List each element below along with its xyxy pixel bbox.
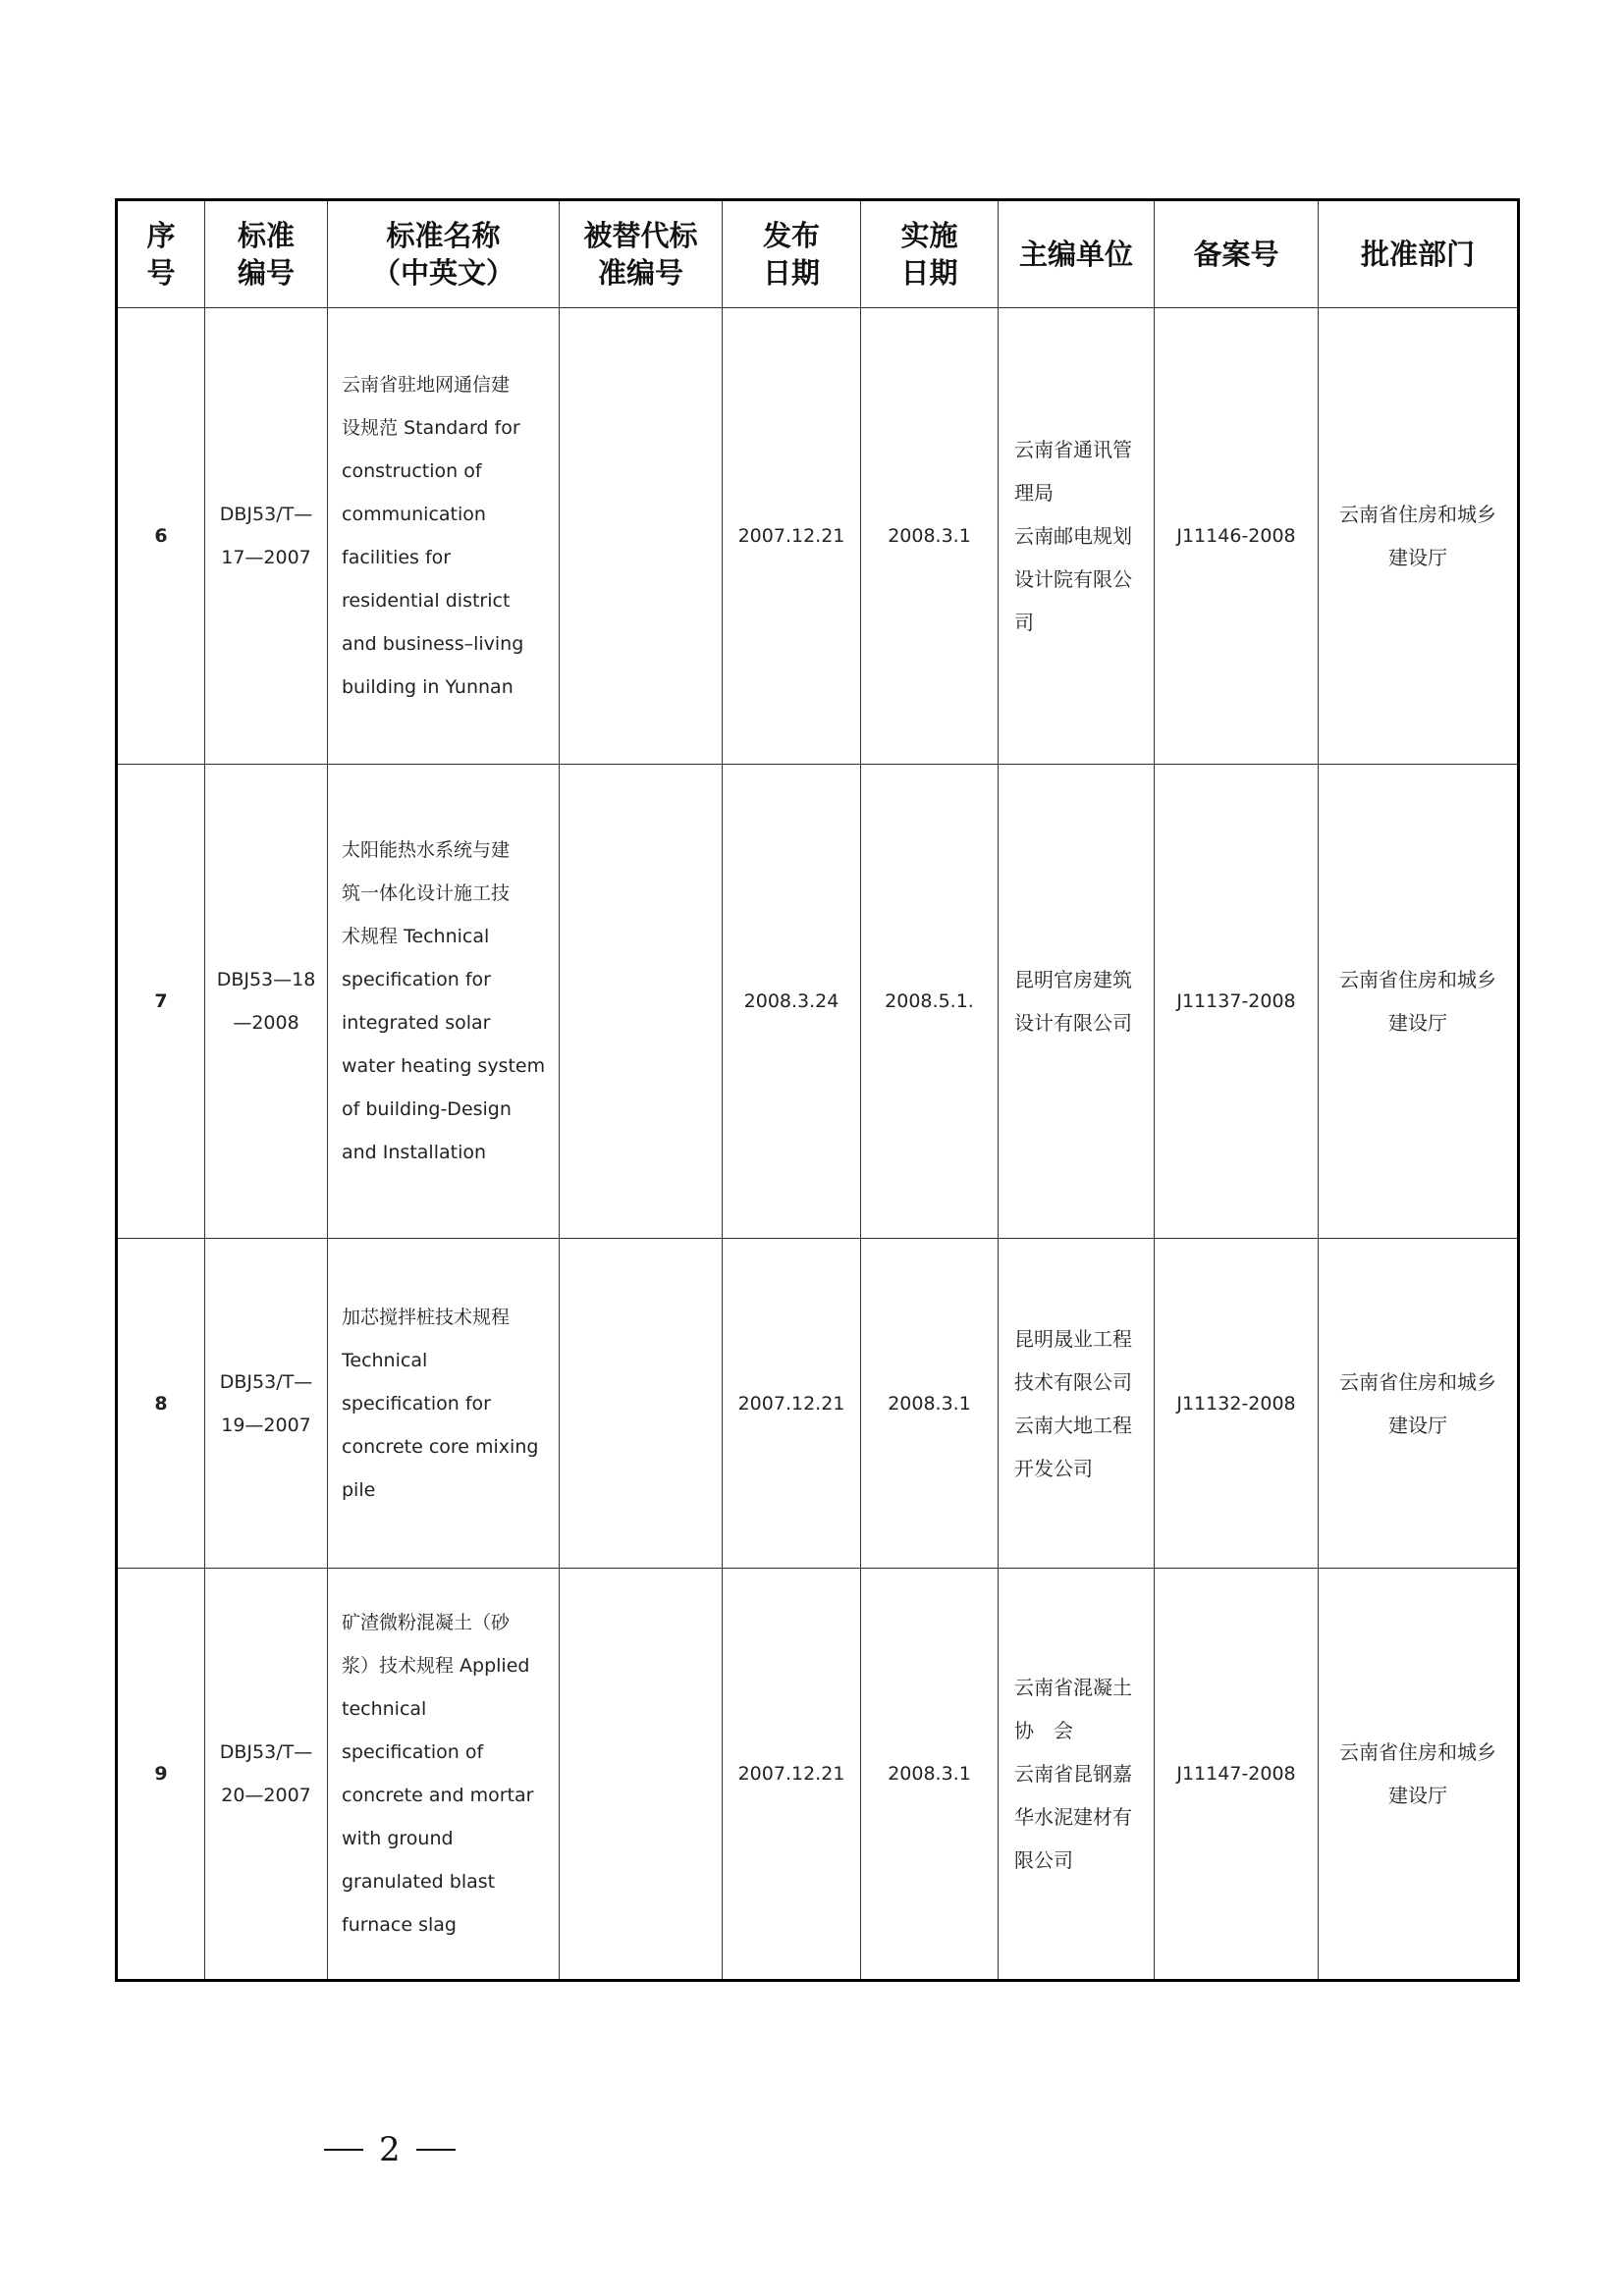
row-code: DBJ53—18 —2008 bbox=[205, 765, 328, 1239]
row-code: DBJ53/T— 20—2007 bbox=[205, 1569, 328, 1981]
header-implement-date: 实施 日期 bbox=[861, 200, 999, 308]
page-number bbox=[324, 2122, 461, 2177]
row-dept: 云南省住房和城乡 建设厅 bbox=[1319, 765, 1519, 1239]
table-row bbox=[117, 1239, 1519, 1569]
row-publish-date: 2008.3.24 bbox=[723, 765, 861, 1239]
table-row bbox=[117, 765, 1519, 1239]
row-implement-date: 2008.5.1. bbox=[861, 765, 999, 1239]
row-seq: 6 bbox=[117, 308, 205, 765]
row-code: DBJ53/T— 17—2007 bbox=[205, 308, 328, 765]
header-editor: 主编单位 bbox=[999, 200, 1155, 308]
row-publish-date: 2007.12.21 bbox=[723, 1239, 861, 1569]
header-seq: 序 号 bbox=[117, 200, 205, 308]
row-seq: 8 bbox=[117, 1239, 205, 1569]
row-name: 矿渣微粉混凝土（砂 浆）技术规程 Applied technical specification of concrete and mortar with ground granulated blast furnace slag bbox=[328, 1569, 560, 1981]
row-dept: 云南省住房和城乡 建设厅 bbox=[1319, 1569, 1519, 1981]
page-number-dash-right bbox=[416, 2149, 456, 2151]
row-implement-date: 2008.3.1 bbox=[861, 1239, 999, 1569]
row-name: 太阳能热水系统与建 筑一体化设计施工技 术规程 Technical specification for integrated solar water heating system of building-Design and Installation bbox=[328, 765, 560, 1239]
row-dept: 云南省住房和城乡 建设厅 bbox=[1319, 308, 1519, 765]
table-header-row bbox=[117, 200, 1519, 308]
row-record: J11146-2008 bbox=[1155, 308, 1319, 765]
row-replaced bbox=[560, 1569, 723, 1981]
header-publish-date: 发布 日期 bbox=[723, 200, 861, 308]
row-publish-date: 2007.12.21 bbox=[723, 308, 861, 765]
row-name: 云南省驻地网通信建 设规范 Standard for construction of communication facilities for residential district and business–living building in Yunnan bbox=[328, 308, 560, 765]
row-dept: 云南省住房和城乡 建设厅 bbox=[1319, 1239, 1519, 1569]
row-implement-date: 2008.3.1 bbox=[861, 308, 999, 765]
row-replaced bbox=[560, 1239, 723, 1569]
row-seq: 7 bbox=[117, 765, 205, 1239]
table-row bbox=[117, 308, 1519, 765]
row-editor: 云南省通讯管 理局 云南邮电规划 设计院有限公 司 bbox=[999, 308, 1155, 765]
page-number-dash-left bbox=[324, 2149, 363, 2151]
row-seq: 9 bbox=[117, 1569, 205, 1981]
header-name: 标准名称 （中英文） bbox=[328, 200, 560, 308]
page-number-value: 2 bbox=[379, 2130, 401, 2169]
row-replaced bbox=[560, 765, 723, 1239]
row-editor: 昆明官房建筑 设计有限公司 bbox=[999, 765, 1155, 1239]
row-record: J11147-2008 bbox=[1155, 1569, 1319, 1981]
standards-table bbox=[115, 198, 1520, 1982]
row-editor: 昆明晟业工程 技术有限公司 云南大地工程 开发公司 bbox=[999, 1239, 1155, 1569]
row-code: DBJ53/T— 19—2007 bbox=[205, 1239, 328, 1569]
row-record: J11137-2008 bbox=[1155, 765, 1319, 1239]
table-row bbox=[117, 1569, 1519, 1981]
row-implement-date: 2008.3.1 bbox=[861, 1569, 999, 1981]
row-publish-date: 2007.12.21 bbox=[723, 1569, 861, 1981]
row-record: J11132-2008 bbox=[1155, 1239, 1319, 1569]
row-editor: 云南省混凝土 协 会 云南省昆钢嘉 华水泥建材有 限公司 bbox=[999, 1569, 1155, 1981]
header-replaced: 被替代标 准编号 bbox=[560, 200, 723, 308]
header-record: 备案号 bbox=[1155, 200, 1319, 308]
row-name: 加芯搅拌桩技术规程 Technical specification for concrete core mixing pile bbox=[328, 1239, 560, 1569]
row-replaced bbox=[560, 308, 723, 765]
header-dept: 批准部门 bbox=[1319, 200, 1519, 308]
header-code: 标准 编号 bbox=[205, 200, 328, 308]
